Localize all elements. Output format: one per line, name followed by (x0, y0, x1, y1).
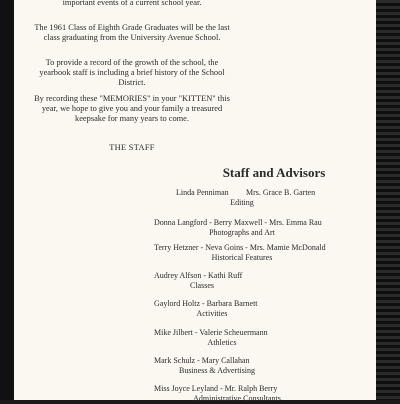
intro-paragraph-3: To provide a record of the growth of the school, the yearbook staff is including a brief history of the School District. (39, 58, 225, 88)
staff-signature: THE STAFF (109, 143, 155, 152)
staff-role: Editing (230, 198, 254, 207)
staff-entry-classes (154, 271, 376, 291)
intro-paragraph-1: important events of a current school year. (62, 0, 202, 7)
staff-role: Historical Features (211, 253, 273, 262)
staff-role: Activities (196, 309, 228, 318)
staff-role: Athletics (207, 338, 237, 347)
intro-paragraph-4: By recording these "MEMORIES" in your "KITTEN" this year, we hope to give you and your family a treasured keepsake for many years to come. (34, 94, 230, 124)
staff-role: Photographs and Art (209, 228, 275, 237)
scan-left-edge (0, 0, 14, 400)
staff-names: Audrey Alfson - Kathi Ruff (154, 271, 243, 280)
staff-entry-historical (154, 243, 376, 263)
staff-students: Linda Penniman (176, 188, 229, 197)
staff-entry-editing (154, 188, 376, 208)
staff-names: Gaylord Holtz - Barbara Barnett (154, 299, 258, 308)
yearbook-page (14, 0, 376, 403)
staff-role: Business & Advertising (178, 366, 255, 375)
staff-entry-athletics (154, 328, 376, 348)
staff-names: Miss Joyce Leyland - Mr. Ralph Berry (154, 384, 278, 393)
staff-entry-administrative (154, 384, 376, 404)
staff-heading: Staff and Advisors (222, 165, 326, 180)
staff-entry-business (154, 356, 376, 376)
staff-names: Donna Langford - Berry Maxwell - Mrs. Emma Rau (154, 218, 322, 227)
staff-entry-activities (154, 299, 376, 319)
staff-names: Mike Jilbert - Valerie Scheuermann (154, 328, 268, 337)
staff-entry-photographs (154, 218, 376, 238)
staff-advisor: Mrs. Grace B. Garten (246, 188, 316, 197)
staff-role: Classes (190, 281, 214, 290)
spiral-binding-edge (376, 0, 400, 400)
intro-paragraph-2: The 1961 Class of Eighth Grade Graduates will be the last class graduating from the University Avenue School. (34, 23, 230, 43)
staff-role: Administrative Consultants (193, 394, 281, 403)
staff-names: Mark Schulz - Mary Callahan (154, 356, 250, 365)
staff-names: Terry Hetzner - Neva Goins - Mrs. Mamie McDonald (154, 243, 326, 252)
